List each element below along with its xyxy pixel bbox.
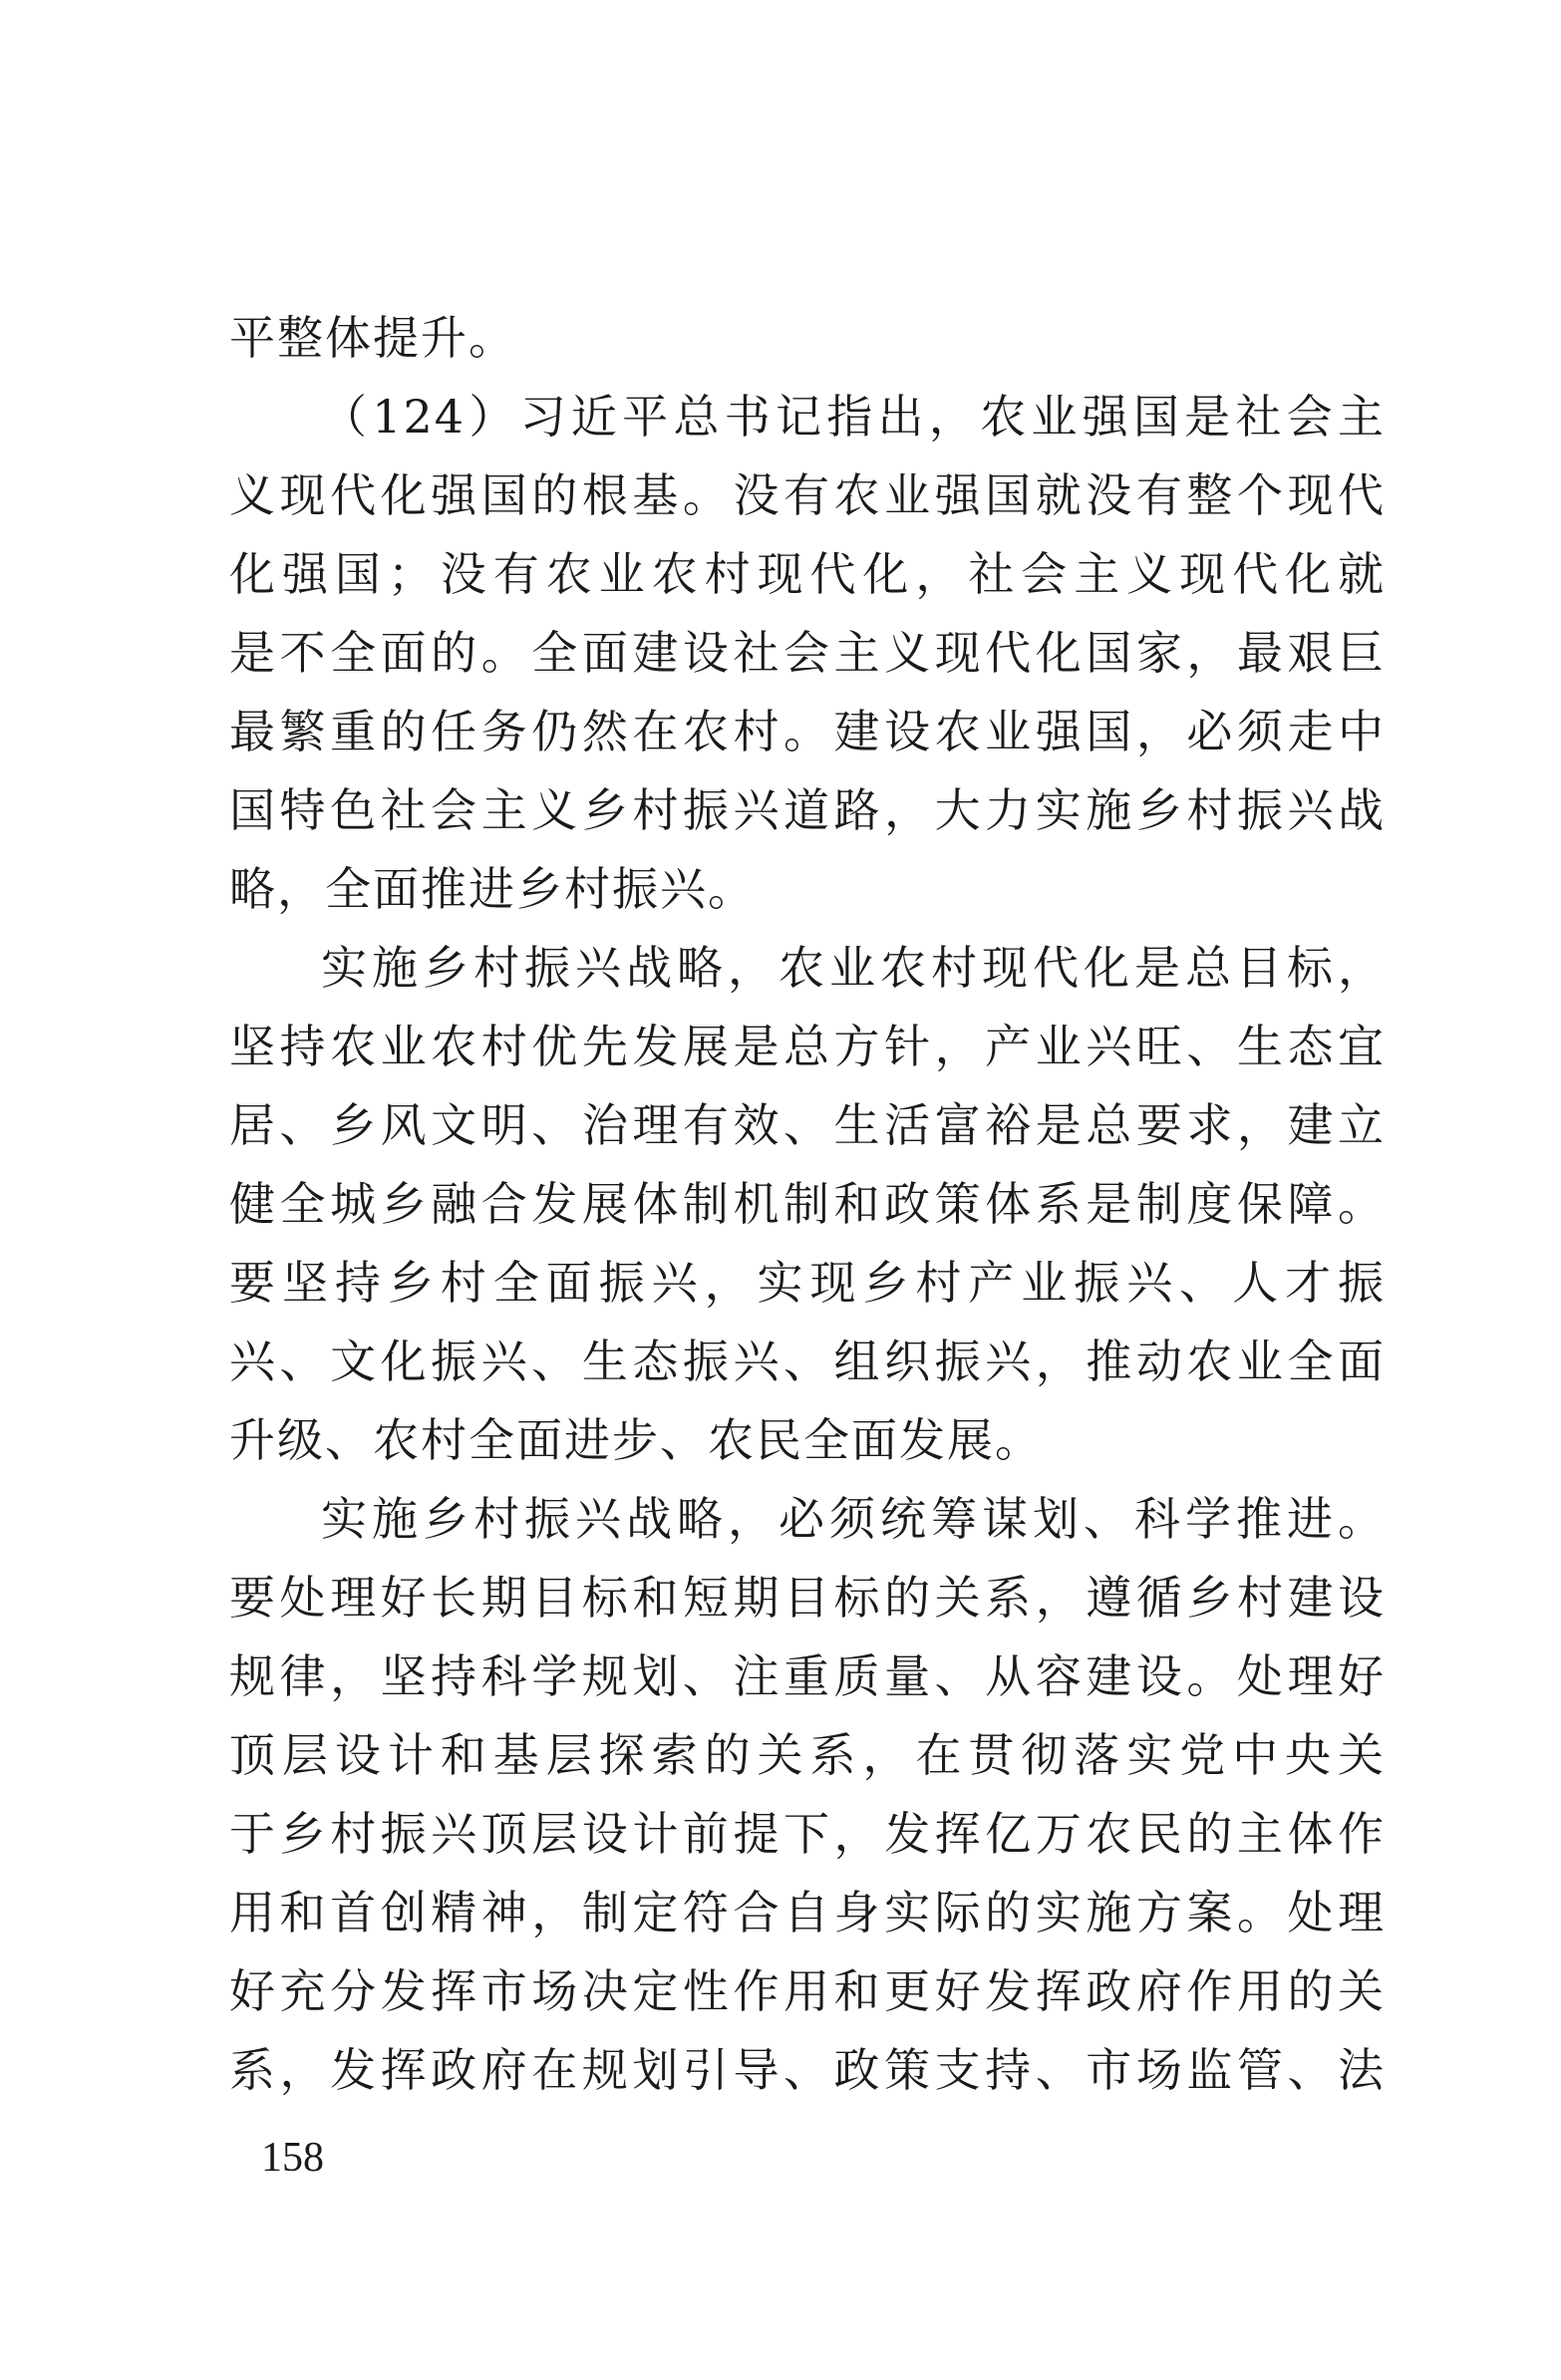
text-line: 是不全面的。全面建设社会主义现代化国家，最艰巨 [229,626,1386,680]
text-line: 升级、农村全面进步、农民全面发展。 [229,1413,1043,1467]
text-line: 实施乡村振兴战略，农业农村现代化是总目标， [321,941,1386,995]
text-line: 化强国；没有农业农村现代化，社会主义现代化就 [229,547,1386,601]
text-line: 顶层设计和基层探索的关系，在贯彻落实党中央关 [229,1728,1386,1782]
text-line: 于乡村振兴顶层设计前提下，发挥亿万农民的主体作 [229,1807,1386,1861]
text-line: 实施乡村振兴战略，必须统筹谋划、科学推进。 [321,1492,1386,1546]
text-line: 要坚持乡村全面振兴，实现乡村产业振兴、人才振 [229,1256,1386,1310]
text-line: 义现代化强国的根基。没有农业强国就没有整个现代 [229,468,1386,522]
page-number: 158 [261,2135,324,2181]
text-line: 要处理好长期目标和短期目标的关系，遵循乡村建设 [229,1571,1386,1625]
text-line: （124）习近平总书记指出，农业强国是社会主 [321,390,1386,444]
text-line: 兴、文化振兴、生态振兴、组织振兴，推动农业全面 [229,1335,1386,1388]
text-line: 坚持农业农村优先发展是总方针，产业兴旺、生态宜 [229,1020,1386,1073]
text-line: 国特色社会主义乡村振兴道路，大力实施乡村振兴战 [229,783,1386,837]
text-line: 健全城乡融合发展体制机制和政策体系是制度保障。 [229,1177,1386,1231]
text-line: 用和首创精神，制定符合自身实际的实施方案。处理 [229,1886,1386,1939]
text-line: 系，发挥政府在规划引导、政策支持、市场监管、法 [229,2043,1386,2097]
text-line: 平整体提升。 [229,311,516,365]
text-line: 规律，坚持科学规划、注重质量、从容建设。处理好 [229,1649,1386,1703]
text-line: 略，全面推进乡村振兴。 [229,862,756,916]
body-text [229,299,1386,2110]
text-line: 居、乡风文明、治理有效、生活富裕是总要求，建立 [229,1098,1386,1152]
text-line: 好充分发挥市场决定性作用和更好发挥政府作用的关 [229,1964,1386,2018]
text-line: 最繁重的任务仍然在农村。建设农业强国，必须走中 [229,705,1386,758]
